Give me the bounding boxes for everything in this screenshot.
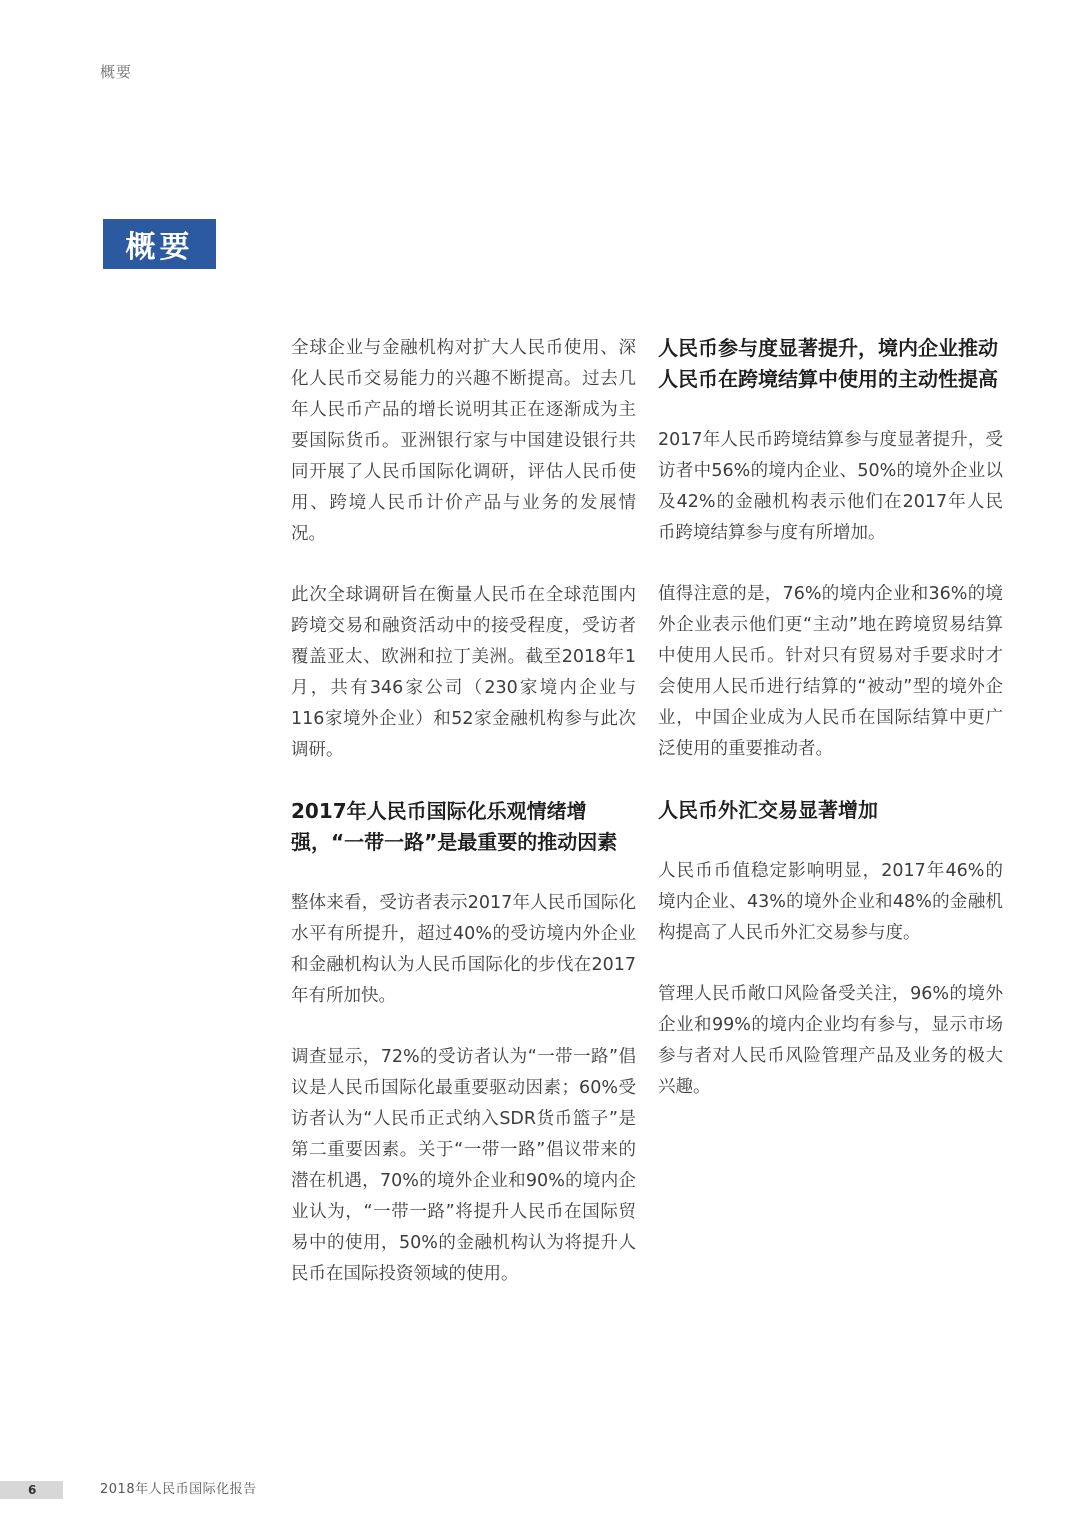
running-header: 概要 <box>100 63 133 81</box>
paragraph: 2017年人民币跨境结算参与度显著提升，受访者中56%的境内企业、50%的境外企业以及42%的金融机构表示他们在2017年人民币跨境结算参与度有所增加。 <box>658 430 1003 543</box>
section-heading: 2017年人民币国际化乐观情绪增强，“一带一路”是最重要的推动因素 <box>291 799 618 854</box>
paragraph: 值得注意的是，76%的境内企业和36%的境外企业表示他们更“主动”地在跨境贸易结算中使用人民币。针对只有贸易对手要求时才会使用人民币进行结算的“被动”型的境外企业，中国企业成为人民币在国际结算中更广泛使用的重要推动者。 <box>658 584 1003 759</box>
paragraph: 整体来看，受访者表示2017年人民币国际化水平有所提升，超过40%的受访境内外企业和金融机构认为人民币国际化的步伐在2017年有所加快。 <box>291 893 636 1006</box>
paragraph: 调查显示，72%的受访者认为“一带一路”倡议是人民币国际化最重要驱动因素；60%受访者认为“人民币正式纳入SDR货币篮子”是第二重要因素。关于“一带一路”倡议带来的潜在机遇，70%的境外企业和90%的境内企业认为，“一带一路”将提升人民币在国际贸易中的使用，50%的金融机构认为将提升人民币在国际投资领域的使用。 <box>291 1047 636 1284</box>
paragraph: 管理人民币敞口风险备受关注，96%的境外企业和99%的境内企业均有参与，显示市场参与者对人民币风险管理产品及业务的极大兴趣。 <box>658 984 1003 1097</box>
right-column <box>658 333 1003 1133</box>
left-column <box>291 333 636 1320</box>
section-heading: 人民币外汇交易显著增加 <box>658 798 878 822</box>
paragraph: 此次全球调研旨在衡量人民币在全球范围内跨境交易和融资活动中的接受程度，受访者覆盖亚太、欧洲和拉丁美洲。截至2018年1月，共有346家公司（230家境内企业与116家境外企业）和52家金融机构参与此次调研。 <box>291 585 636 760</box>
page-number: 6 <box>28 1483 37 1497</box>
section-heading: 人民币参与度显著提升，境内企业推动人民币在跨境结算中使用的主动性提高 <box>658 336 998 391</box>
paragraph: 人民币币值稳定影响明显，2017年46%的境内企业、43%的境外企业和48%的金融机构提高了人民币外汇交易参与度。 <box>658 861 1003 943</box>
page-title: 概要 <box>103 219 216 269</box>
footer-report-title: 2018年人民币国际化报告 <box>100 1482 257 1497</box>
paragraph: 全球企业与金融机构对扩大人民币使用、深化人民币交易能力的兴趣不断提高。过去几年人民币产品的增长说明其正在逐渐成为主要国际货币。亚洲银行家与中国建设银行共同开展了人民币国际化调研，评估人民币使用、跨境人民币计价产品与业务的发展情况。 <box>291 338 636 544</box>
